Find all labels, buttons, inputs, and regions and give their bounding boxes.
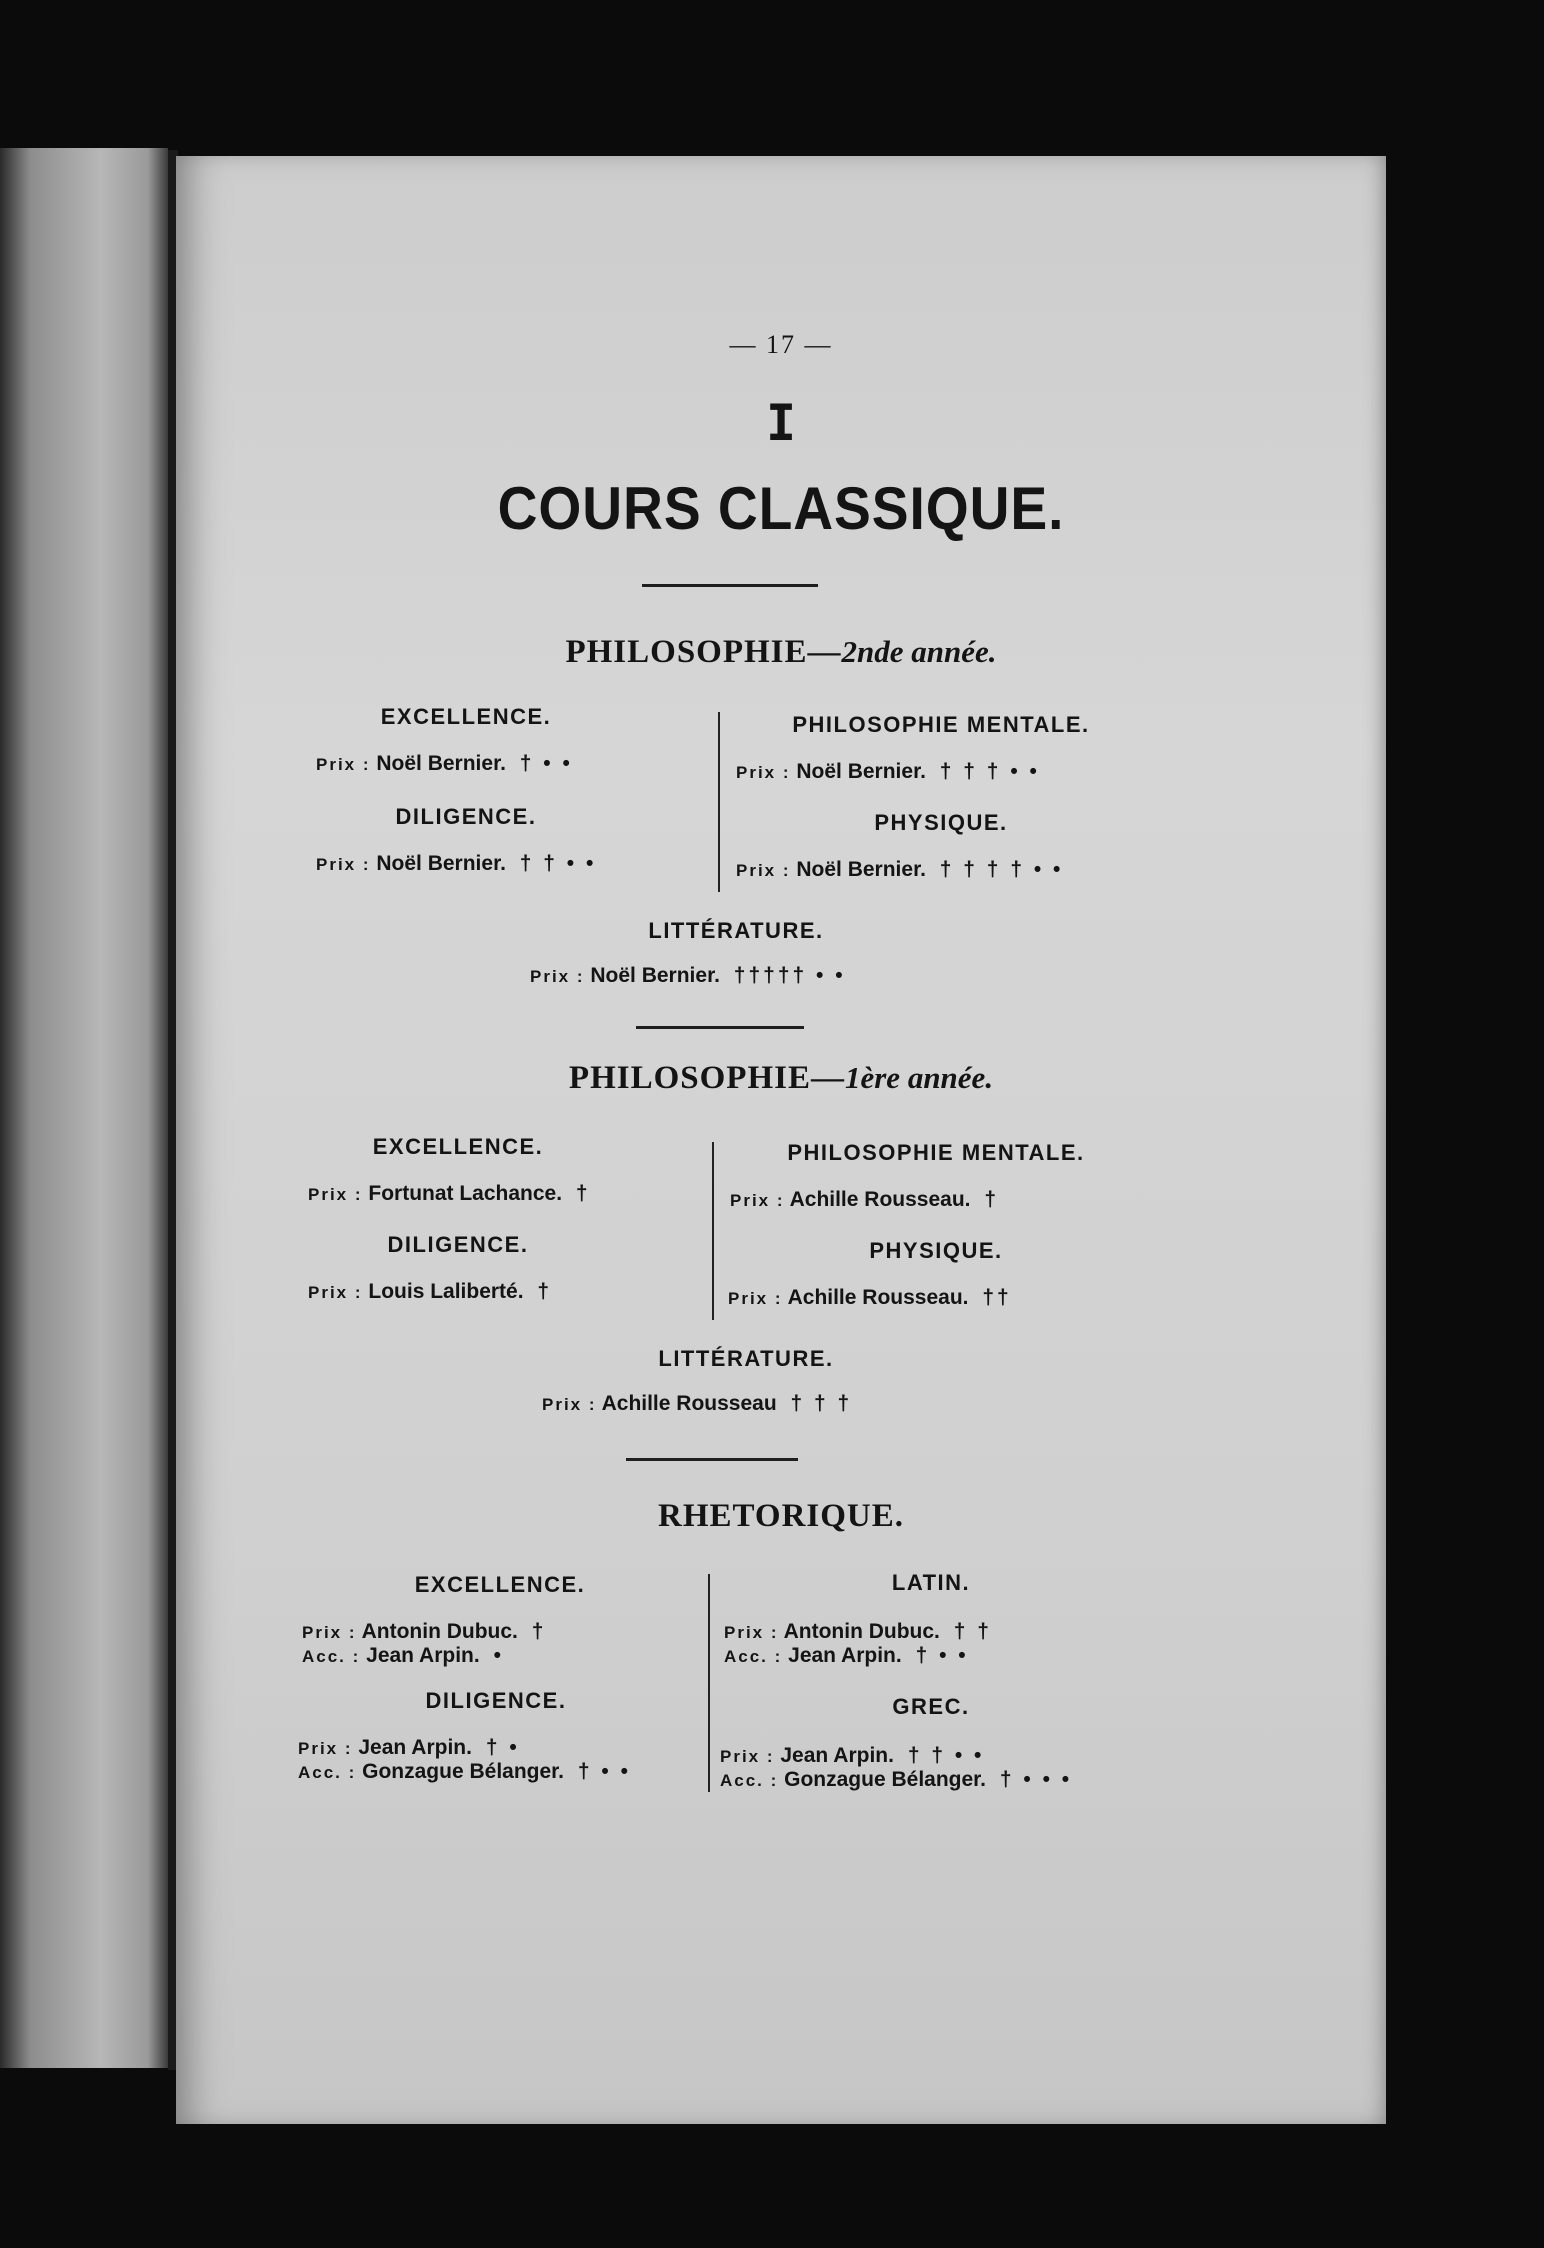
prize-label: Prix : — [542, 1395, 597, 1414]
prize-line — [308, 1280, 552, 1304]
prize-marks: † — [575, 1182, 591, 1205]
prize-marks: † • • — [519, 752, 573, 775]
prize-label: Prix : — [530, 967, 585, 986]
section-title-rhetorique: RHETORIQUE. — [657, 1498, 905, 1534]
prize-marks: † † † † • • — [939, 858, 1064, 881]
heading-diligence: DILIGENCE. — [387, 1232, 529, 1257]
accessit-line — [302, 1644, 504, 1668]
prize-marks: † † † — [790, 1392, 853, 1415]
prize-label: Prix : — [302, 1623, 357, 1642]
page-title: COURS CLASSIQUE. — [497, 475, 1065, 542]
prize-name: Noël Bernier. — [376, 852, 506, 875]
heading-excellence: EXCELLENCE. — [372, 1134, 544, 1159]
heading-litterature: LITTÉRATURE. — [648, 918, 824, 943]
prize-name: Antonin Dubuc. — [361, 1620, 518, 1643]
prize-label: Prix : — [736, 763, 791, 782]
prize-label: Prix : — [298, 1739, 353, 1758]
prize-line — [316, 752, 573, 776]
section-rule — [636, 1026, 804, 1029]
prize-line — [728, 1286, 1012, 1310]
heading-grec: GREC. — [892, 1694, 970, 1719]
section-title-philo-2 — [176, 634, 1386, 671]
accessit-label: Acc. : — [720, 1771, 779, 1790]
prize-marks: † † — [953, 1620, 992, 1643]
prize-name: Noël Bernier. — [376, 752, 506, 775]
section-title-sub: 2nde année. — [841, 634, 997, 669]
heading-excellence: EXCELLENCE. — [380, 704, 552, 729]
accessit-marks: † • • — [577, 1760, 631, 1783]
section-title-dash: — — [810, 1060, 845, 1096]
section-title-main: PHILOSOPHIE — [568, 1060, 811, 1096]
heading-physique: PHYSIQUE. — [869, 1238, 1003, 1263]
prize-name: Jean Arpin. — [780, 1744, 894, 1767]
prize-line — [730, 1188, 999, 1212]
part-numeral: I — [765, 394, 797, 452]
accessit-name: Jean Arpin. — [366, 1644, 480, 1667]
accessit-label: Acc. : — [298, 1763, 357, 1782]
prize-label: Prix : — [316, 855, 371, 874]
column-divider — [718, 712, 720, 892]
page — [176, 156, 1386, 2124]
section-title-main: PHILOSOPHIE — [565, 634, 808, 670]
prize-marks: † — [984, 1188, 1000, 1211]
prize-line — [302, 1620, 546, 1644]
prize-name: Noël Bernier. — [796, 858, 926, 881]
accessit-line — [298, 1760, 631, 1784]
accessit-label: Acc. : — [302, 1647, 361, 1666]
prize-name: Louis Laliberté. — [368, 1280, 524, 1303]
prize-line — [530, 964, 846, 988]
prize-marks: ††††† • • — [733, 964, 846, 987]
section-title-dash: — — [807, 634, 842, 670]
prize-marks: † † • • — [907, 1744, 985, 1767]
prize-name: Antonin Dubuc. — [783, 1620, 940, 1643]
column-divider — [712, 1142, 714, 1320]
prize-name: Noël Bernier. — [796, 760, 926, 783]
accessit-name: Jean Arpin. — [788, 1644, 902, 1667]
section-title-philo-1 — [176, 1060, 1386, 1097]
accessit-line — [724, 1644, 969, 1668]
heading-physique: PHYSIQUE. — [874, 810, 1008, 835]
prize-line — [720, 1744, 984, 1768]
prize-line — [724, 1620, 992, 1644]
prize-line — [316, 852, 596, 876]
prize-label: Prix : — [308, 1185, 363, 1204]
prize-label: Prix : — [730, 1191, 785, 1210]
prize-name: Noël Bernier. — [590, 964, 720, 987]
section-title-sub: 1ère année. — [844, 1060, 994, 1095]
prize-label: Prix : — [724, 1623, 779, 1642]
page-number: — 17 — — [729, 330, 833, 359]
prize-label: Prix : — [736, 861, 791, 880]
accessit-name: Gonzague Bélanger. — [784, 1768, 987, 1791]
prize-line — [308, 1182, 591, 1206]
prize-line — [736, 858, 1063, 882]
accessit-line — [720, 1768, 1072, 1792]
prize-name: Fortunat Lachance. — [368, 1182, 563, 1205]
prize-line — [542, 1392, 852, 1416]
heading-philosophie-mentale: PHILOSOPHIE MENTALE. — [792, 712, 1090, 737]
section-rule — [626, 1458, 798, 1461]
heading-latin: LATIN. — [891, 1570, 971, 1595]
accessit-name: Gonzague Bélanger. — [362, 1760, 565, 1783]
prize-name: Achille Rousseau — [601, 1392, 777, 1415]
prize-marks: † † • • — [519, 852, 597, 875]
heading-litterature: LITTÉRATURE. — [658, 1346, 834, 1371]
prize-label: Prix : — [316, 755, 371, 774]
prize-name: Achille Rousseau. — [787, 1286, 969, 1309]
prize-marks: † † † • • — [939, 760, 1040, 783]
prize-name: Achille Rousseau. — [789, 1188, 971, 1211]
prize-label: Prix : — [728, 1289, 783, 1308]
heading-philosophie-mentale: PHILOSOPHIE MENTALE. — [787, 1140, 1085, 1165]
prize-label: Prix : — [308, 1283, 363, 1302]
prize-line — [736, 760, 1040, 784]
heading-diligence: DILIGENCE. — [425, 1688, 567, 1713]
prize-marks: † — [531, 1620, 547, 1643]
prize-line — [298, 1736, 520, 1760]
prize-marks: †† — [982, 1286, 1012, 1309]
prize-marks: † — [537, 1280, 553, 1303]
accessit-marks: † • • • — [999, 1768, 1073, 1791]
prize-name: Jean Arpin. — [358, 1736, 472, 1759]
heading-diligence: DILIGENCE. — [395, 804, 537, 829]
column-divider — [708, 1574, 710, 1792]
title-rule — [642, 584, 818, 587]
left-page-edge — [0, 148, 168, 2068]
prize-label: Prix : — [720, 1747, 775, 1766]
accessit-label: Acc. : — [724, 1647, 783, 1666]
heading-excellence: EXCELLENCE. — [414, 1572, 586, 1597]
accessit-marks: † • • — [915, 1644, 969, 1667]
accessit-marks: • — [493, 1644, 504, 1667]
prize-marks: † • — [485, 1736, 520, 1759]
